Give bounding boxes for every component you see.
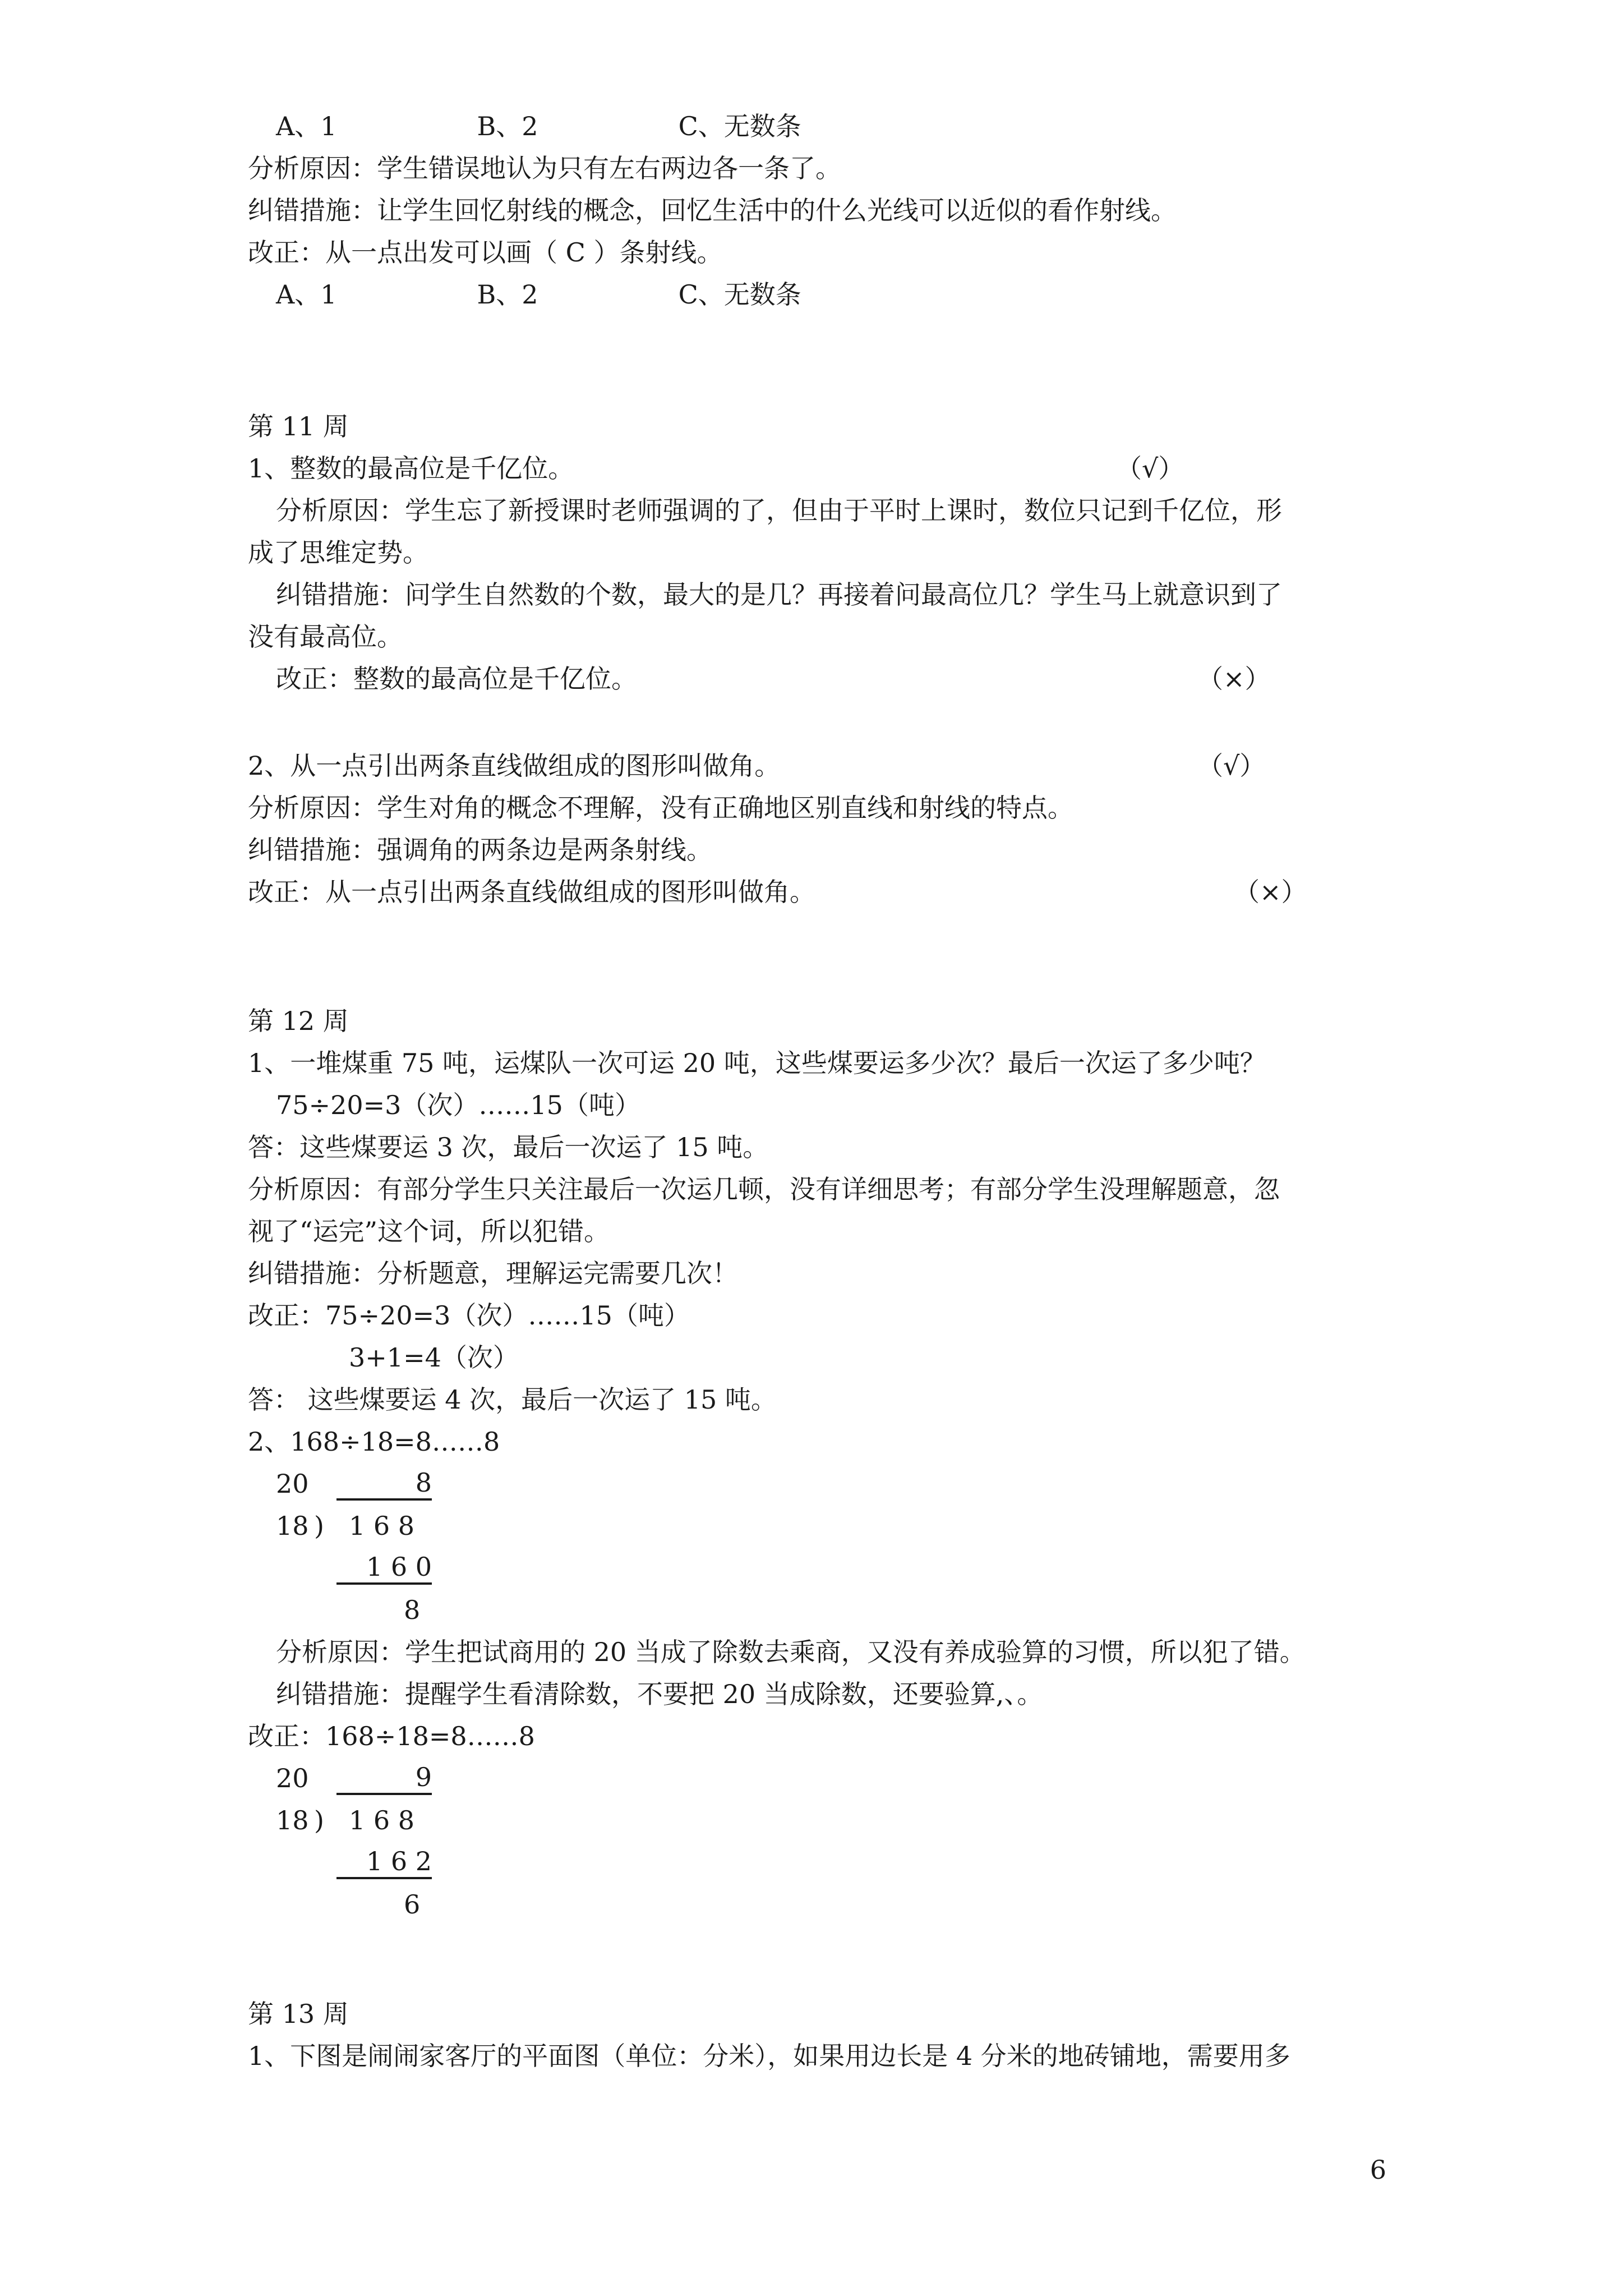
week11-q1-mark: （√）	[1116, 453, 1184, 484]
week11-q1-analysis-a: 分析原因：学生忘了新授课时老师强调的了，但由于平时上课时，数位只记到千亿位，形	[276, 495, 1282, 526]
week11-q1: 1、整数的最高位是千亿位。	[248, 453, 574, 484]
week12-q1-analysis-a: 分析原因：有部分学生只关注最后一次运几顿，没有详细思考；有部分学生没理解题意，忽	[248, 1174, 1280, 1204]
div2-quotient: 9	[336, 1761, 432, 1795]
fix-options-line	[276, 278, 801, 311]
div1-product: 1 6 0	[336, 1551, 432, 1585]
option-c: C、无数条	[678, 111, 801, 141]
fix-option-b: B、2	[477, 279, 538, 310]
week12-q1-calc: 75÷20=3（次）……15（吨）	[276, 1090, 640, 1120]
div2-divisor: 18	[276, 1805, 309, 1835]
week11-q2-fix: 改正：从一点引出两条直线做组成的图形叫做角。	[248, 877, 815, 907]
week11-q2-fix-mark: （×）	[1234, 877, 1307, 907]
week12-q1-answer: 答：这些煤要运 3 次，最后一次运了 15 吨。	[248, 1132, 769, 1162]
option-b: B、2	[477, 111, 538, 141]
week12-q2-measure: 纠错措施：提醒学生看清除数，不要把 20 当成除数，还要验算,、。	[276, 1679, 1043, 1709]
week11-q1-measure-a: 纠错措施：问学生自然数的个数，最大的是几？再接着问最高位几？学生马上就意识到了	[276, 579, 1282, 610]
week12-q1-fix-calc: 3+1=4（次）	[349, 1342, 519, 1373]
fix-option-a: A、1	[276, 279, 337, 310]
week12-title: 第 12 周	[248, 1006, 349, 1036]
option-a: A、1	[276, 111, 337, 141]
div2-trial: 20	[276, 1763, 309, 1793]
div1-divisor: 18	[276, 1511, 309, 1541]
div1-remainder: 8	[404, 1595, 421, 1625]
div2-remainder: 6	[404, 1889, 421, 1920]
div1-trial: 20	[276, 1469, 309, 1499]
week11-q1-fix: 改正：整数的最高位是千亿位。	[276, 664, 637, 694]
week11-q1-measure-b: 没有最高位。	[248, 622, 403, 652]
week11-q1-analysis-b: 成了思维定势。	[248, 537, 428, 568]
div1-dividend: 1 6 8	[349, 1511, 415, 1541]
analysis-text: 分析原因：学生错误地认为只有左右两边各一条了。	[248, 153, 841, 183]
div2-dividend: 1 6 8	[349, 1805, 415, 1835]
options-line	[276, 109, 801, 143]
week12-q2-fix: 改正：168÷18=8……8	[248, 1721, 535, 1751]
week12-q1-measure: 纠错措施：分析题意，理解运完需要几次！	[248, 1258, 738, 1289]
week11-q2-mark: （√）	[1197, 751, 1266, 781]
week11-q2-analysis: 分析原因：学生对角的概念不理解，没有正确地区别直线和射线的特点。	[248, 793, 1073, 823]
week12-q1-analysis-b: 视了“运完”这个词，所以犯错。	[248, 1216, 610, 1246]
week12-q1-fix-answer: 答： 这些煤要运 4 次，最后一次运了 15 吨。	[248, 1384, 777, 1415]
week11-title: 第 11 周	[248, 411, 349, 441]
div1-bracket: )	[314, 1511, 324, 1541]
week12-q2: 2、168÷18=8……8	[248, 1427, 500, 1457]
fix-option-c: C、无数条	[678, 279, 801, 310]
fix-text: 改正：从一点出发可以画（ C ）条射线。	[248, 237, 723, 268]
measure-text: 纠错措施：让学生回忆射线的概念，回忆生活中的什么光线可以近似的看作射线。	[248, 195, 1177, 226]
week11-q2: 2、从一点引出两条直线做组成的图形叫做角。	[248, 751, 781, 781]
week13-q1: 1、下图是闹闹家客厅的平面图（单位：分米），如果用边长是 4 分米的地砖铺地，需要用多	[248, 2041, 1290, 2071]
week11-q1-fix-mark: （×）	[1197, 664, 1271, 694]
week12-q1-fix: 改正：75÷20=3（次）……15（吨）	[248, 1300, 690, 1331]
week13-title: 第 13 周	[248, 1999, 349, 2029]
week12-q1: 1、一堆煤重 75 吨，运煤队一次可运 20 吨，这些煤要运多少次？最后一次运了多少吨？	[248, 1048, 1266, 1078]
div2-bracket: )	[314, 1805, 324, 1835]
week11-q2-measure: 纠错措施：强调角的两条边是两条射线。	[248, 835, 712, 865]
div2-product: 1 6 2	[336, 1846, 432, 1879]
div1-quotient: 8	[336, 1467, 432, 1501]
week12-q2-analysis: 分析原因：学生把试商用的 20 当成了除数去乘商，又没有养成验算的习惯，所以犯了错。	[276, 1637, 1306, 1667]
page-number: 6	[1370, 2155, 1386, 2185]
